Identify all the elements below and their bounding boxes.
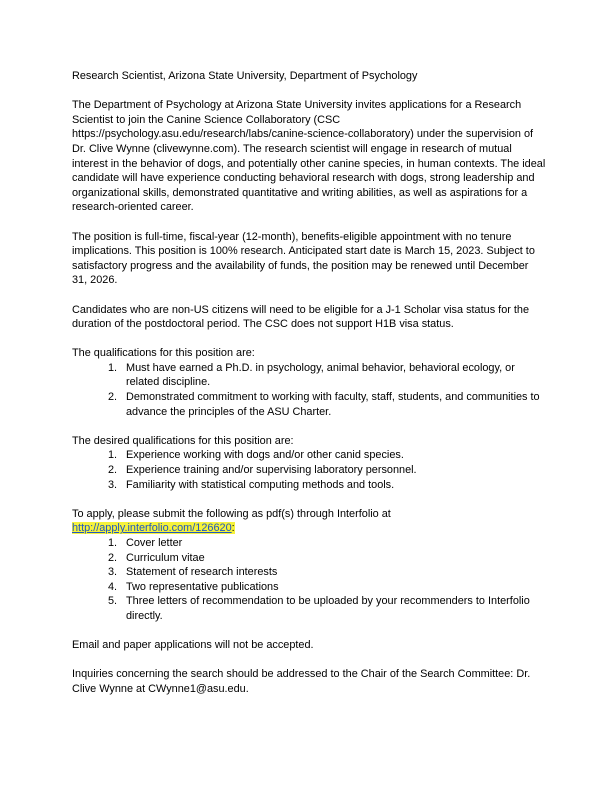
list-item — [72, 361, 546, 390]
list-number: 4. — [108, 580, 118, 593]
list-item-text: Familiarity with statistical computing methods and tools. — [126, 478, 395, 491]
list-item-text: Cover letter — [126, 537, 183, 549]
list-item — [72, 594, 546, 623]
document-page — [72, 69, 546, 697]
list-number: 1. — [108, 361, 118, 374]
list-item-text: Statement of research interests — [126, 566, 278, 579]
apply-link-line — [72, 521, 546, 536]
email-note: Email and paper applications will not be accepted. — [72, 639, 314, 652]
list-item-text: Must have earned a Ph.D. in psychology, animal behavior, behavioral ecology, or related discipline. — [126, 361, 515, 389]
visa-paragraph: Candidates who are non-US citizens will need to be eligible for a J-1 Scholar visa status for the duration of the postdoctoral period. The CSC does not support H1B visa status. — [72, 303, 530, 331]
list-number: 3. — [108, 566, 118, 579]
list-item-text: Curriculum vitae — [126, 551, 205, 564]
inquiries-paragraph: Inquiries concerning the search should be addressed to the Chair of the Search Committee: Dr. Clive Wynne at CWynne1@asu.edu. — [72, 668, 531, 695]
list-number: 1. — [108, 449, 118, 462]
list-number: 5. — [108, 595, 118, 608]
desired-list — [72, 448, 546, 492]
list-item-text: Experience working with dogs and/or other canid species. — [126, 449, 404, 462]
list-item — [72, 551, 546, 566]
list-number: 2. — [108, 551, 118, 564]
position-paragraph: The position is full-time, fiscal-year (12-month), benefits-eligible appointment with no tenure implications. This position is 100% research. Anticipated start date is March 15, 2023. Subject to satisfactory progress and the availability of funds, the position may be renewed until December 31, 2026. — [72, 230, 535, 287]
list-number: 3. — [108, 478, 118, 491]
list-item — [72, 448, 546, 463]
list-item-text: Demonstrated commitment to working with faculty, staff, students, and communities to advance the principles of the ASU Charter. — [126, 391, 540, 418]
list-item — [72, 565, 546, 580]
document-title: Research Scientist, Arizona State University, Department of Psychology — [72, 70, 418, 82]
link-suffix: : — [231, 522, 235, 535]
apply-list — [72, 536, 546, 624]
apply-lead: To apply, please submit the following as pdf(s) through Interfolio at — [72, 507, 391, 520]
list-item — [72, 536, 546, 551]
list-item-text: Two representative publications — [126, 580, 279, 593]
qualifications-heading: The qualifications for this position are: — [72, 347, 255, 360]
qualifications-list — [72, 361, 546, 419]
list-number: 2. — [108, 391, 118, 404]
list-number: 2. — [108, 464, 118, 477]
desired-heading: The desired qualifications for this position are: — [72, 434, 294, 447]
list-item — [72, 478, 546, 493]
list-item — [72, 390, 546, 419]
list-item-text: Experience training and/or supervising laboratory personnel. — [126, 464, 417, 477]
interfolio-link[interactable]: http://apply.interfolio.com/126620 — [72, 522, 232, 535]
list-item — [72, 463, 546, 478]
link-highlight — [72, 522, 235, 534]
intro-paragraph: The Department of Psychology at Arizona State University invites applications for a Research Scientist to join the Canine Science Collaboratory (CSC https://psychology.asu.edu/research/labs/canine-science-collaboratory) under the supervision of Dr. Clive Wynne (clivewynne.com). The research scientist will engage in research of mutual interest in the behavior of dogs, and potentially other canine species, in human contexts. The ideal candidate will have experience conducting behavioral research with dogs, strong leadership and organizational skills, demonstrated quantitative and writing abilities, as well as aspirations for a research-oriented career. — [72, 99, 546, 214]
list-number: 1. — [108, 537, 118, 549]
list-item-text: Three letters of recommendation to be uploaded by your recommenders to Interfolio directly. — [126, 595, 530, 622]
list-item — [72, 580, 546, 595]
